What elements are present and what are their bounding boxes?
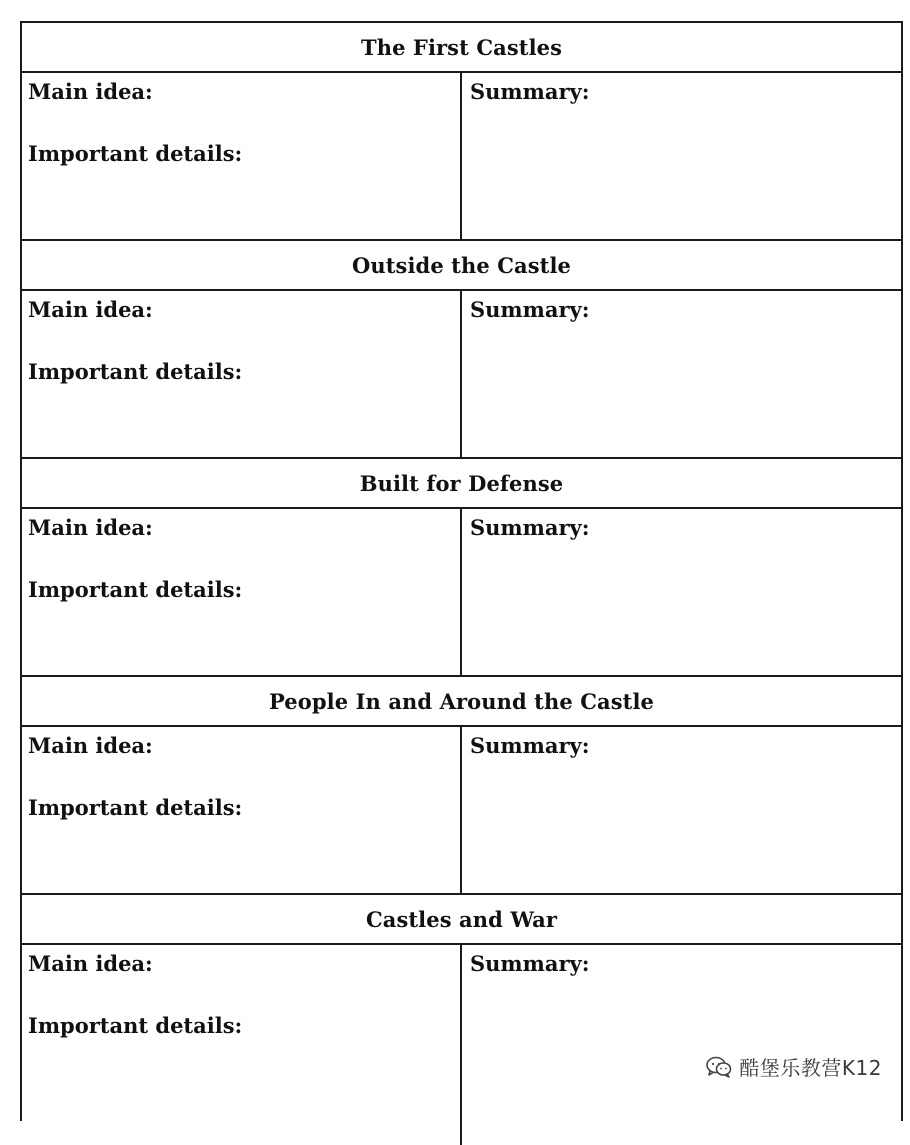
important-details-label: Important details: [28,795,243,820]
section-outside-castle [22,241,901,459]
summary-column [462,291,901,457]
main-idea-label: Main idea: [28,951,153,976]
section-people-around-castle [22,677,901,895]
main-idea-label: Main idea: [28,733,153,758]
section-body [22,291,901,459]
summary-label: Summary: [470,951,590,976]
watermark [705,1052,882,1081]
wechat-icon [705,1055,733,1079]
section-title: People In and Around the Castle [22,677,901,727]
section-built-for-defense [22,459,901,677]
important-details-label: Important details: [28,577,243,602]
summary-column [462,73,901,239]
notes-column [22,945,462,1145]
section-body [22,73,901,241]
section-first-castles [22,23,901,241]
section-title: Built for Defense [22,459,901,509]
main-idea-label: Main idea: [28,515,153,540]
summary-label: Summary: [470,515,590,540]
important-details-label: Important details: [28,141,243,166]
section-title: Castles and War [22,895,901,945]
section-title: Outside the Castle [22,241,901,291]
notes-column [22,291,462,457]
section-body [22,945,901,1145]
notes-column [22,73,462,239]
summary-label: Summary: [470,79,590,104]
summary-column [462,509,901,675]
main-idea-label: Main idea: [28,297,153,322]
section-title: The First Castles [22,23,901,73]
main-idea-label: Main idea: [28,79,153,104]
watermark-text: 酷堡乐教营K12 [739,1056,882,1080]
summary-column [462,945,901,1145]
note-taking-worksheet [20,21,903,1121]
important-details-label: Important details: [28,359,243,384]
summary-column [462,727,901,893]
notes-column [22,727,462,893]
section-body [22,509,901,677]
notes-column [22,509,462,675]
important-details-label: Important details: [28,1013,243,1038]
summary-label: Summary: [470,297,590,322]
section-body [22,727,901,895]
summary-label: Summary: [470,733,590,758]
